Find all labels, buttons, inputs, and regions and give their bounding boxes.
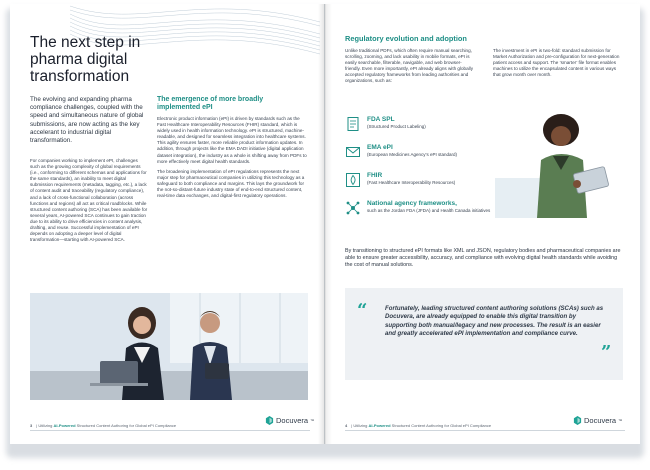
footer-rule	[345, 430, 625, 431]
investment-paragraph: The investment in ePI is two-fold: standard submission for Market Authorization and pre-configuration for next-generation patient access and support. The ‘smarter’ file format enables machines to utilize the encapsulated content in various ways that grow month over month.	[493, 48, 620, 78]
list-item-sub: (Structured Product Labeling)	[367, 124, 426, 129]
list-item	[345, 200, 495, 228]
footer-text-post: Structured Content Authoring for Global ePI Compliance	[390, 423, 492, 428]
framework-list	[345, 116, 495, 228]
regulatory-paragraph: Unlike traditional PDFs, which often require manual searching, scrolling, zooming, and lack usability in mobile formats, ePI is easily searchable, filterable, navigable, and web browser-friendly. Even more importantly, ePI already aligns with globally accepted regulatory frameworks from leading authorities and organizations, such as:	[345, 48, 474, 84]
footer-separator: |	[36, 423, 38, 428]
list-item-title: FDA SPL	[367, 116, 395, 123]
body-paragraph: For companies working to implement ePI, challenges such as the growing complexity of global requirements (i.e., conforming to different schemas and applications for the same standards), an inability to meet digital submission requirements (metadata, tagging, etc.), a lack of content audit and traceability (regulatory compliance), and a lack of cross-functional collaboration (across functions and regions) all act as critical roadblocks. While structured content authoring (SCA) has been available for several years, AI-powered SCA continues to gain traction due to its ability to drive efficiencies in content analysis, drafting, and reuse. Successful implementation of ePI depends on adopting a deeper level of digital transformation—starting with AI-powered SCA.	[30, 158, 148, 243]
footer-text-pre: Utilizing	[353, 423, 369, 428]
docuvera-logo	[573, 416, 622, 425]
list-item-sub: (European Medicines Agency’s ePI standard)	[367, 152, 457, 157]
pull-quote-text: Fortunately, leading structured content authoring solutions (SCAs) such as Docuvera, are already equipped to enable this digital transition by supporting both manual/legacy and new processes. The result is an easier and greatly accelerated ePI implementation and compliance curve.	[385, 305, 604, 337]
docuvera-logo	[265, 416, 314, 425]
list-item	[345, 116, 495, 144]
page-number: 4	[345, 423, 348, 428]
list-item-title: EMA ePI	[367, 144, 393, 151]
email-icon	[345, 144, 361, 160]
section-heading: The emergence of more broadly implemented ePI	[157, 96, 264, 112]
network-icon	[345, 200, 361, 216]
list-item-sub: (Fast Healthcare Interoperability Resources)	[367, 180, 456, 185]
list-item-title: FHIR	[367, 172, 383, 179]
section-paragraph-2: The broadening implementation of ePI regulations represents the next major step for pharmaceutical companies in utilizing this technology as a safeguard to both compliance and margins. This lays the groundwork for the not-so-distant-future industry state of end-to-end structured content, real-time data exchanges, and digital-first regulatory operations.	[157, 168, 305, 199]
logo-tm: ™	[618, 418, 623, 423]
list-item-title: National agency frameworks,	[367, 200, 457, 207]
footer-text-accent: AI-Powered	[53, 423, 76, 428]
list-item-sub: such as the Jordan FDA (JFDA) and Health Canada initiatives	[367, 208, 491, 213]
list-item	[345, 172, 495, 200]
fire-icon	[345, 172, 361, 188]
docuvera-logo-mark-icon	[265, 416, 274, 425]
document-icon	[345, 116, 361, 132]
logo-tm: ™	[310, 418, 315, 423]
footer-text-accent: AI-Powered	[368, 423, 391, 428]
docuvera-logo-mark-icon	[573, 416, 582, 425]
footer-text-post: Structured Content Authoring for Global ePI Compliance	[75, 423, 177, 428]
open-quote-mark: “	[357, 300, 368, 321]
footer-text-pre: Utilizing	[38, 423, 54, 428]
section-heading-regulatory: Regulatory evolution and adoption	[345, 34, 467, 43]
footer-separator: |	[351, 423, 353, 428]
office-meeting-illustration	[30, 293, 308, 400]
lead-paragraph: The evolving and expanding pharma compliance challenges, coupled with the speed and simultaneous nature of global submissions, are now acting as the key accelerant to industrial digital transformation.	[30, 96, 144, 145]
left-page	[10, 4, 325, 444]
list-item	[345, 144, 495, 172]
section-paragraph-1: Electronic product information (ePI) is driven by standards such as the Fast Healthcare Interoperability Resources (FHIR) standard, which is widely used in health information technology. ePI is structured, machine-readable, and designed for seamless integration into healthcare systems. This agility ensures faster, more reliable product information updates. In addition, through projects like the EMA DADI initiative (digital application dataset integration), the industry as a whole is shifting away from PDFs to more effectively meet digital health standards.	[157, 116, 307, 164]
woman-with-tablet-photo	[495, 108, 621, 218]
page-title: The next step in pharma digital transformation	[30, 34, 141, 85]
logo-text: Docuvera	[276, 416, 309, 425]
footer-rule	[30, 430, 310, 431]
right-page	[325, 4, 640, 444]
logo-text: Docuvera	[584, 416, 617, 425]
close-quote-mark: ”	[601, 342, 612, 363]
page-number: 3	[30, 423, 33, 428]
transition-paragraph: By transitioning to structured ePI formats like XML and JSON, regulatory bodies and pharmaceutical companies are able to ensure greater accessibility, accuracy, and compliance with evolving digital health standards while avoiding the cost of manual solutions.	[345, 248, 621, 269]
office-photo	[30, 293, 308, 400]
section-body	[157, 116, 307, 203]
woman-tablet-illustration	[495, 108, 621, 218]
pull-quote	[345, 288, 623, 380]
